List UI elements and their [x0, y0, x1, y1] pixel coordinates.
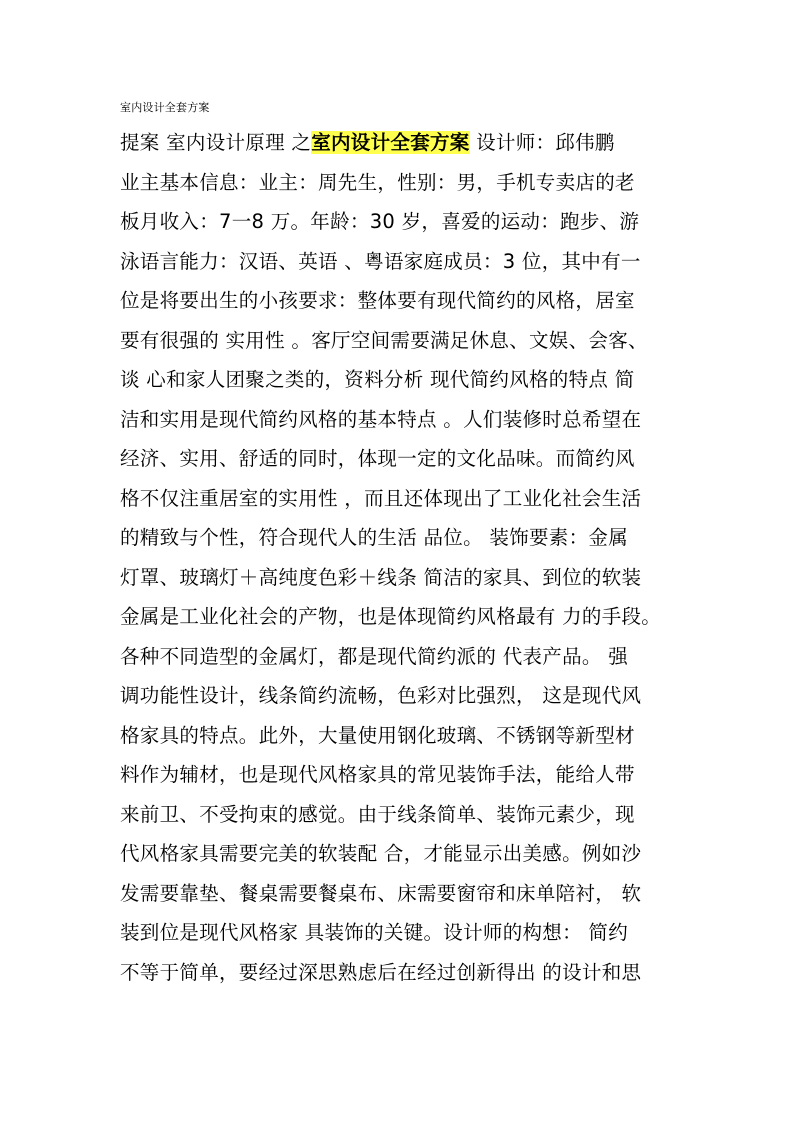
text-line: 谈 心和家人团聚之类的，资料分析 现代简约风格的特点 简	[120, 368, 635, 391]
text-line: 业主基本信息：业主：周先生，性别：男，手机专卖店的老	[120, 170, 635, 194]
text-line: 装到位是现代风格家 具装饰的关键。设计师的构想： 简约	[120, 921, 628, 944]
title-prefix: 提案 室内设计原理 之	[120, 131, 312, 154]
text-line: 泳语言能力：汉语、英语 、粤语家庭成员：3 位，其中有一	[120, 249, 641, 273]
text-line: 洁和实用是现代简约风格的基本特点 。人们装修时总希望在	[120, 407, 642, 431]
highlighted-title: 室内设计全套方案	[311, 131, 470, 154]
text-line: 发需要靠垫、餐桌需要餐桌布、床需要窗帘和床单陪衬， 软	[120, 881, 642, 905]
title-line	[120, 123, 686, 163]
text-line: 板月收入：7一8 万。年龄：30 岁，喜爱的运动：跑步、游	[120, 210, 640, 233]
text-line: 不等于简单，要经过深思熟虑后在经过创新得出 的设计和思	[120, 960, 642, 984]
text-line: 经济、实用、舒适的同时，体现一定的文化品味。而简约风	[120, 447, 635, 470]
text-line: 料作为辅材，也是现代风格家具的常见装饰手法，能给人带	[120, 763, 635, 786]
text-line: 要有很强的 实用性 。客厅空间需要满足休息、文娱、会客、	[120, 328, 648, 352]
text-line: 格不仅注重居室的实用性 ，而且还体现出了工业化社会生活	[120, 486, 642, 510]
text-line: 位是将要出生的小孩要求：整体要有现代简约的风格，居室	[120, 289, 635, 312]
designer-credit: 设计师：邱伟鹏	[469, 131, 615, 154]
text-line: 代风格家具需要完美的软装配 合，才能显示出美感。例如沙	[120, 842, 642, 865]
text-line: 灯罩、玻璃灯＋高纯度色彩＋线条 简洁的家具、到位的软装	[120, 565, 642, 589]
body-text	[120, 123, 686, 992]
text-line: 调功能性设计，线条简约流畅，色彩对比强烈， 这是现代风	[120, 684, 642, 707]
text-line: 各种不同造型的金属灯，都是现代简约派的 代表产品。 强	[120, 644, 628, 668]
text-line: 金属是工业化社会的产物，也是体现简约风格最有 力的手段。	[120, 605, 662, 628]
text-line: 格家具的特点。此外，大量使用钢化玻璃、不锈钢等新型材	[120, 723, 635, 747]
text-line: 来前卫、不受拘束的感觉。由于线条简单、装饰元素少，现	[120, 802, 635, 826]
text-line: 的精致与个性，符合现代人的生活 品位。 装饰要素：金属	[120, 526, 628, 549]
page-header: 室内设计全套方案	[120, 101, 210, 114]
